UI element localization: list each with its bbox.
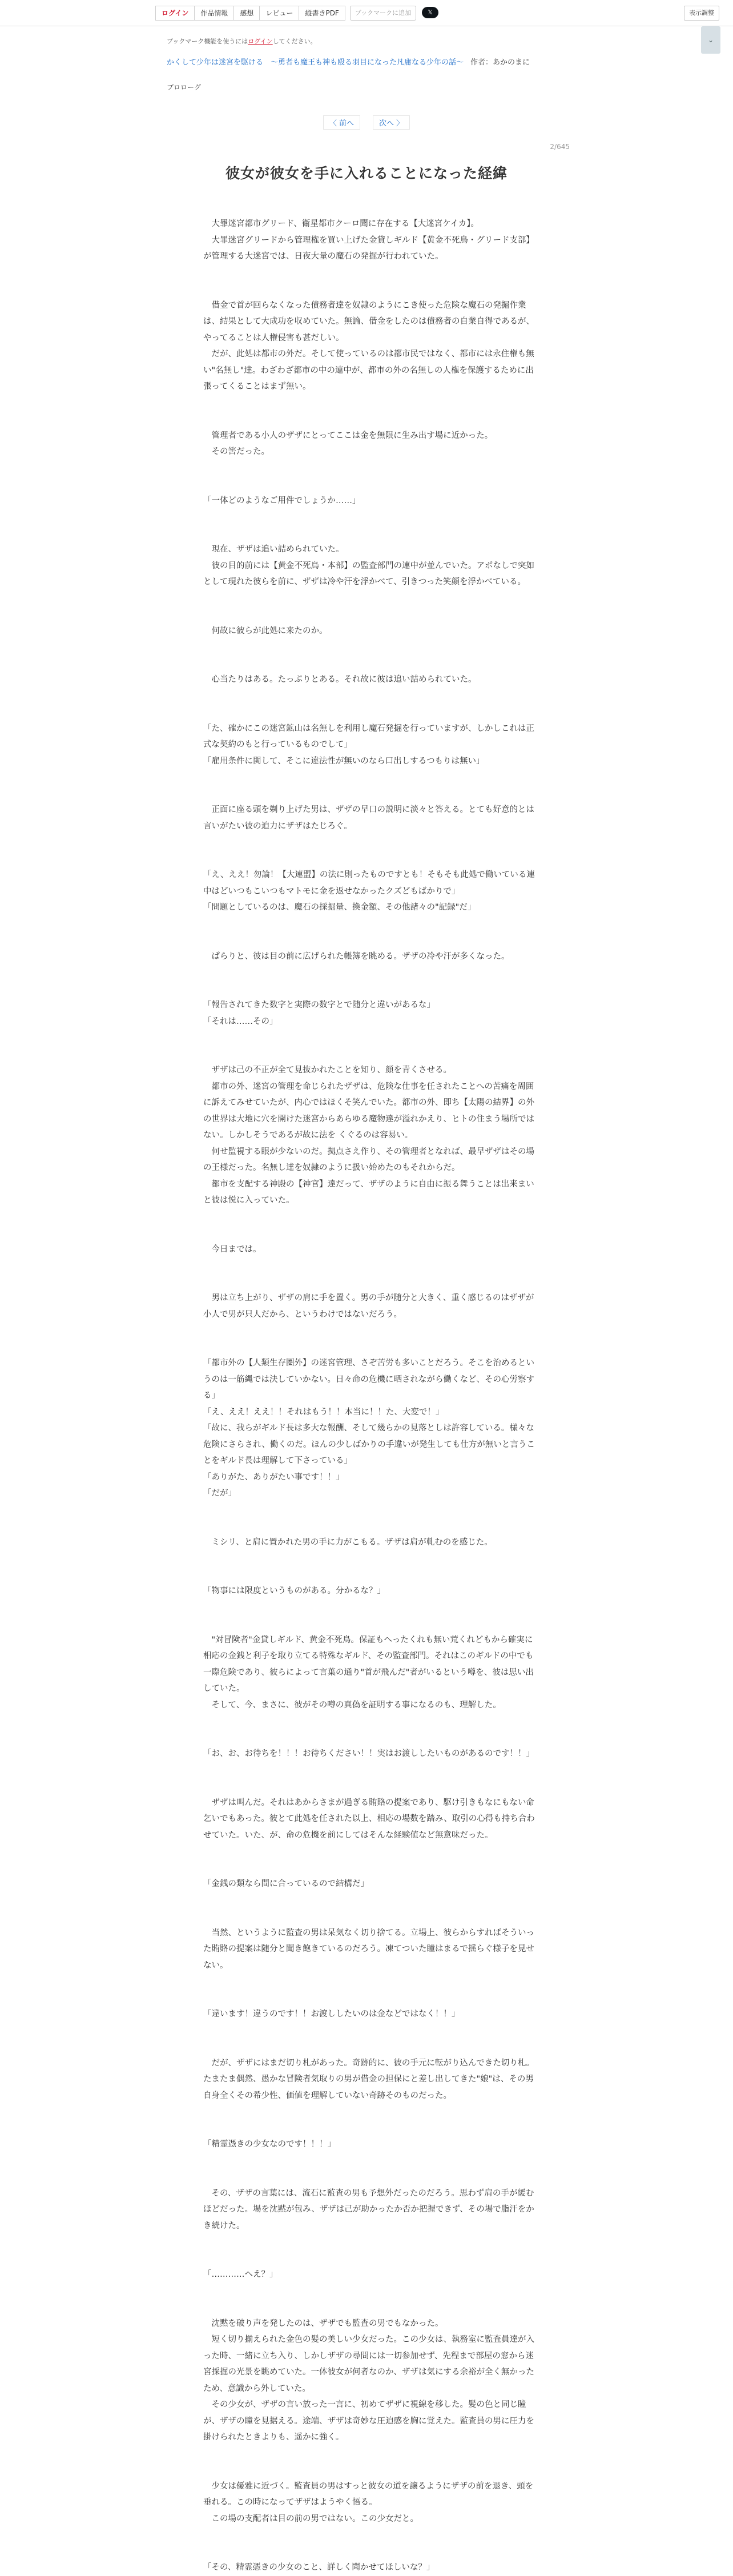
episode-body: 大罪迷宮都市グリード、衛星都市クーロ聞に存在する【大迷宮ケイカ】。 大罪迷宮グリードから管理権を買い上げた金貸しギルド【黄金不死鳥・グリード支部】が管理する大迷宮では、日夜大量の魔石の発掘が行われていた。 借金で首が回らなくなった債務者達を奴隷のようにこき使った危険な魔石の発掘作業は、結果として大成功を収めていた。無論、借金をしたのは債務者の自業自得であるが、やってることは人権侵害も甚だしい。 だが、此処は都市の外だ。そして使っているのは都市民ではなく、都市には永住権も無い"名無し"達。わざわざ都市の中の連中が、都市の外の名無しの人権を保護するために出張ってくることはまず無い。 管理者である小人のザザにとってここは金を無限に生み出す場に近かった。 その筈だった。 「一体どのようなご用件でしょうか……」 現在、ザザは追い詰められていた。 彼の目的前には【黄金不死鳥・本部】の監査部門の連中が並んでいた。アポなしで突如として現れた彼らを前に、ザザは冷や汗を浮かべて、引きつった笑顔を浮かべている。 何故に彼らが此処に来たのか。 心当たりはある。たっぷりとある。それ故に彼は追い詰められていた。 「た、確かにこの迷宮鉱山は名無しを利用し魔石発掘を行っていますが、しかしこれは正式な契約のもと行っているものでして」 「雇用条件に関して、そこに違法性が無いのなら口出しするつもりは無い」 正面に座る頭を剃り上げた男は、ザザの早口の説明に淡々と答える。とても好意的とは言いがたい彼の迫力にザザはたじろぐ。 「え、ええ！勿論！【大連盟】の法に則ったものですとも！そもそも此処で働いている連中はどいつもこいつもマトモに金を返せなかったクズどもばかりで」 「問題としているのは、魔石の採掘量、換金額、その他諸々の"記録"だ」 ぱらりと、彼は目の前に広げられた帳簿を眺める。ザザの冷や汗が多くなった。 「報告されてきた数字と実際の数字とで随分と違いがあるな」 「それは……その」 ザザは己の不正が全て見抜かれたことを知り、顔を青くさせる。 都市の外、迷宮の管理を命じられたザザは、危険な仕事を任されたことへの苦痛を周囲に訴えてみせていたが、内心ではほくそ笑んでいた。都市の外、即ち【太陽の結界】の外の世界は大地に穴を開けた迷宮からあらゆる魔物達が溢れかえり、ヒトの住まう場所ではない。しかしそうであるが故に法を くぐるのは容易い。 何せ監視する眼が少ないのだ。拠点さえ作り、その管理者となれば、最早ザザはその場の王様だった。名無し達を奴隷のように扱い始めたのもそれからだ。 都市を支配する神殿の【神官】達だって、ザザのように自由に振る舞うことは出来まいと彼は悦に入っていた。 今日までは。 男は立ち上がり、ザザの肩に手を置く。男の手が随分と大きく、重く感じるのはザザが小人で男が只人だから、というわけではないだろう。 「都市外の【人類生存圏外】の迷宮管理、さぞ苦労も多いことだろう。そこを治めるというのは一筋縄では決していかない。日々命の危機に晒されながら働くなど、その心労察する」 「え、ええ！ええ！！それはもう！！本当に！！た、大変で！」 「故に、我らがギルド長は多大な報酬、そして幾らかの見落としは許容している。様々な危険にさらされ、働くのだ。ほんの少しばかりの手違いが発生しても仕方が無いと言うことをギルド長は理解して下さっている」 「ありがた、ありがたい事です！！」 「だが」 ミシリ、と肩に置かれた男の手に力がこもる。ザザは肩が軋むのを感じた。 「物事には限度というものがある。分かるな？」 "対冒険者"金貸しギルド、黄金不死鳥。保証もへったくれも無い荒くれどもから確実に相応の金銭と利子を取り立てる特殊なギルド、その監査部門。それはこのギルドの中でも一際危険であり、彼らによって言葉の通り"首が飛んだ"者がいるという噂を、彼は思い出していた。 そして、今、まさに、彼がその噂の真偽を証明する事になるのも、理解した。 「お、お、お待ちを！！！お待ちください！！実はお渡ししたいものがあるのです！！」 ザザは叫んだ。それはあからさまが過ぎる賄賂の提案であり、駆け引きもなにもない命乞いでもあった。彼とて此処を任された以上、相応の場数を踏み、取引の心得も持ち合わせていた。いた、が、命の危機を前にしてはそんな経験値など無意味だった。 「金銭の類なら間に合っているので結構だ」 当然、というように監査の男は呆気なく切り捨てる。立場上、彼らからすればそういった賄賂の提案は随分と聞き飽きているのだろう。凍てついた瞳はまるで揺らぐ様子を見せない。 「違います！違うのです！！お渡ししたいのは金などではなく！！」 だが、ザザにはまだ切り札があった。奇跡的に、彼の手元に転がり込んできた切り札。たまたま偶然、愚かな冒険者気取りの男が借金の担保にと差し出してきた"娘"は、その男自身全くその希少性、価値を理解していない奇跡そのものだった。 「精霊憑きの少女なのです！！！」 その、ザザの言葉には、流石に監査の男も予想外だったのだろう。思わず肩の手が緩むほどだった。場を沈黙が包み、ザザは己が助かったか否か把握できず、その場で脂汗をかき続けた。 「…………へえ？」 沈黙を破り声を発したのは、ザザでも監査の男でもなかった。 短く切り揃えられた金色の髪の美しい少女だった。この少女は、執務室に監査員達が入った時、一緒に立ち入り、しかしザザの尋問には一切参加せず、先程まで部屋の窓から迷宮採掘の光景を眺めていた。一体彼女が何者なのか、ザザは気にする余裕が全く無かったため、意識から外していた。 その少女が、ザザの言い放った一言に、初めてザザに視線を移した。髪の色と同じ瞳が、ザザの瞳を見据える。途端、ザザは奇妙な圧迫感を胸に覚えた。監査員の男に圧力を掛けられたときよりも、遥かに強く。 少女は優雅に近づく。監査員の男はすっと彼女の道を譲るようにザザの前を退き、頭を垂れる。この時になってザザはようやく悟る。 この場の支配者は目の前の男ではない。この少女だと。 「その、精霊憑きの少女のこと、詳しく聞かせてほしいな？」: [203, 219, 535, 2572]
page-number: 2/645: [550, 143, 570, 151]
nav-impressions[interactable]: 感想: [233, 6, 259, 21]
top-navigation-bar: [0, 0, 733, 26]
nav-work-info[interactable]: 作品情報: [194, 6, 233, 21]
author-name[interactable]: 作者：あかのまに: [470, 58, 530, 67]
nav-vertical-pdf[interactable]: 縦書きPDF: [299, 6, 345, 21]
notice-login-link[interactable]: ログイン: [248, 38, 273, 45]
nav-login[interactable]: ログイン: [155, 6, 194, 21]
next-page-link[interactable]: 次へ 〉: [373, 115, 410, 130]
top-nav: [155, 6, 438, 21]
display-adjust-button[interactable]: 表示調整: [684, 6, 719, 21]
series-title-link[interactable]: かくして少年は迷宮を駆ける 〜勇者も魔王も神も殴る羽目になった凡庸なる少年の話〜: [167, 58, 464, 67]
notice-text-after: してください。: [272, 38, 317, 45]
login-notice: [167, 37, 317, 46]
x-share-button[interactable]: 𝕏: [422, 7, 438, 18]
episode-title: 彼女が彼女を手に入れることになった経緯: [225, 165, 508, 182]
prev-page-link[interactable]: 〈 前へ: [323, 115, 360, 130]
notice-text-before: ブックマーク機能を使うには: [167, 38, 248, 45]
chapter-name: プロローグ: [167, 83, 202, 91]
nav-review[interactable]: レビュー: [259, 6, 299, 21]
chevron-down-icon[interactable]: ⌄: [701, 26, 720, 54]
pager: [0, 115, 733, 130]
add-bookmark-button[interactable]: ブックマークに追加: [350, 6, 416, 21]
series-info: [167, 56, 566, 70]
